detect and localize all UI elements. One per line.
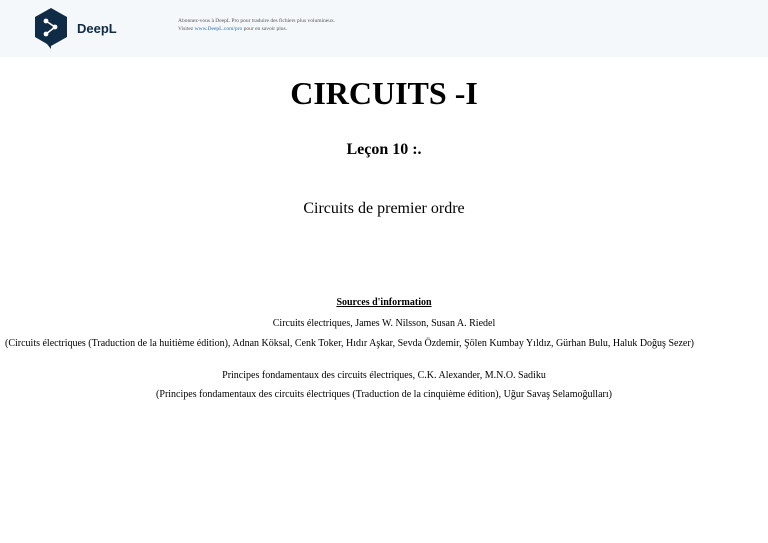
source-item: (Circuits électriques (Traduction de la huitième édition), Adnan Köksal, Cenk Toker, Hıdır Aşkar, Sevda Özdemir, Şölen Kumbay Yıldız, Gürhan Bulu, Haluk Doğuş Sezer) bbox=[5, 338, 694, 349]
document-subtitle: Circuits de premier ordre bbox=[303, 200, 465, 217]
deepl-banner bbox=[0, 0, 768, 57]
promo-line-1: Abonnez-vous à DeepL Pro pour traduire des fichiers plus volumineux. bbox=[178, 18, 336, 24]
deepl-logo-icon bbox=[33, 7, 69, 49]
source-item: Principes fondamentaux des circuits électriques, C.K. Alexander, M.N.O. Sadiku bbox=[222, 370, 546, 381]
promo-prefix: Visitez bbox=[178, 26, 195, 32]
source-item: Circuits électriques, James W. Nilsson, Susan A. Riedel bbox=[272, 318, 496, 329]
logo-wordmark: DeepL bbox=[77, 20, 117, 36]
promo-link[interactable]: www.DeepL.com/pro bbox=[194, 26, 243, 32]
promo-suffix: pour en savoir plus. bbox=[242, 26, 287, 32]
deepl-logo[interactable] bbox=[33, 6, 123, 50]
sources-heading: Sources d'information bbox=[336, 297, 432, 308]
source-item: (Principes fondamentaux des circuits électriques (Traduction de la cinquième édition), Uğur Savaş Selamoğulları) bbox=[156, 389, 612, 400]
lesson-heading: Leçon 10 :. bbox=[346, 141, 422, 158]
promo-text bbox=[178, 17, 335, 33]
document-title: CIRCUITS -I bbox=[290, 75, 478, 111]
promo-line-2 bbox=[178, 25, 335, 33]
